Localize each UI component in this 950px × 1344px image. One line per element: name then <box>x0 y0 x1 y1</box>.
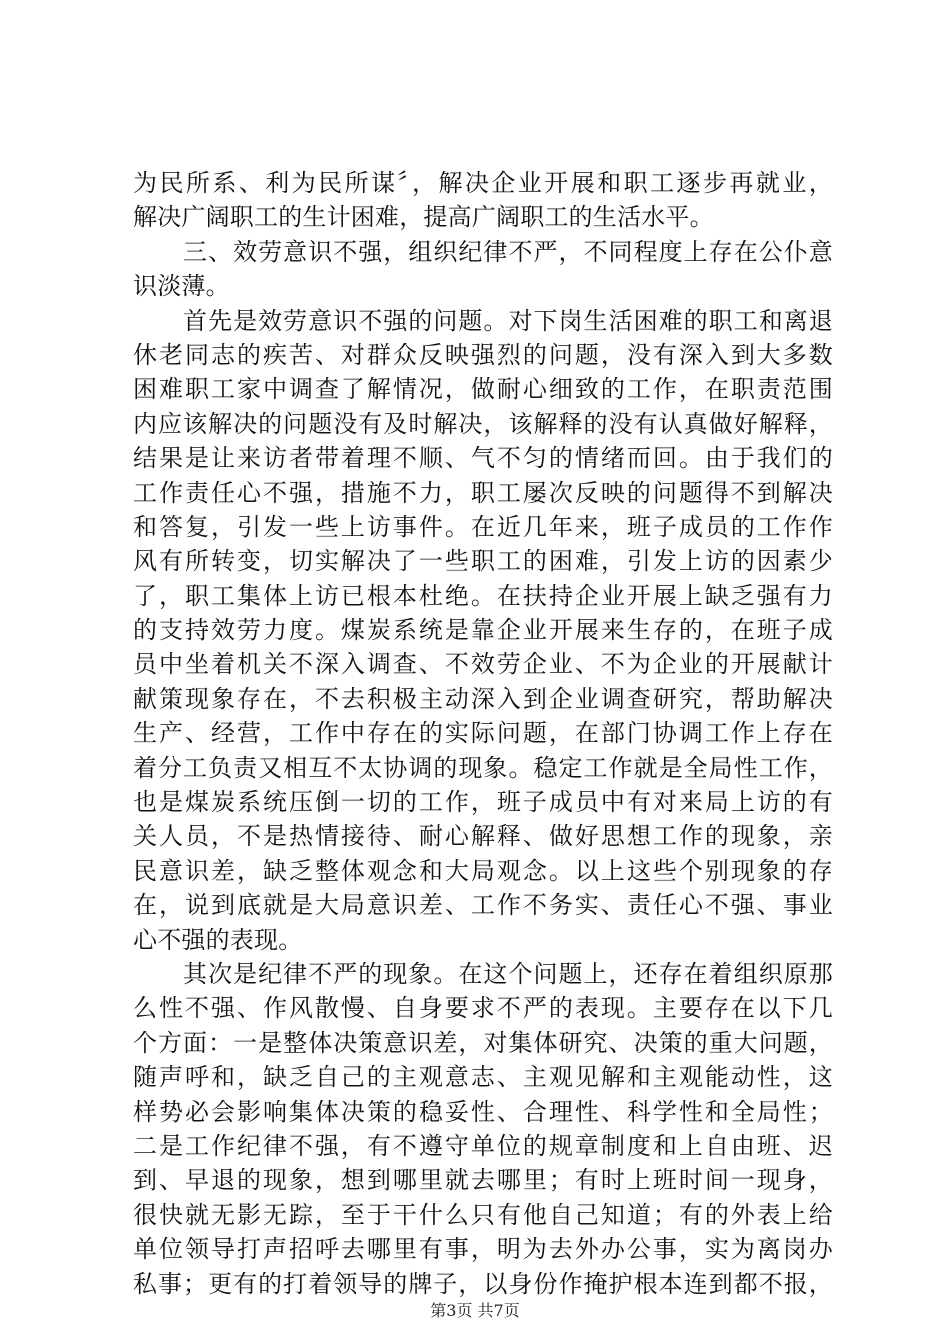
text-line: 其次是纪律不严的现象。在这个问题上，还存在着组织原那 <box>133 959 833 988</box>
text-line: 二是工作纪律不强，有不遵守单位的规章制度和上自由班、迟 <box>133 1131 833 1160</box>
text-line: 工作责任心不强，措施不力，职工屡次反映的问题得不到解决 <box>133 478 833 507</box>
text-line: 员中坐着机关不深入调查、不效劳企业、不为企业的开展献计 <box>133 650 833 679</box>
text-line: 样势必会影响集体决策的稳妥性、合理性、科学性和全局性； <box>133 1097 833 1126</box>
text-line: 在，说到底就是大局意识差、工作不务实、责任心不强、事业 <box>133 891 833 920</box>
text-line: 三、效劳意识不强，组织纪律不严，不同程度上存在公仆意 <box>133 237 833 266</box>
text-line: 着分工负责又相互不太协调的现象。稳定工作就是全局性工作， <box>133 753 833 782</box>
text-line: 了，职工集体上访已根本杜绝。在扶持企业开展上缺乏强有力 <box>133 581 833 610</box>
text-line: 生产、经营，工作中存在的实际问题，在部门协调工作上存在 <box>133 719 833 748</box>
text-line: 随声呼和，缺乏自己的主观意志、主观见解和主观能动性，这 <box>133 1063 833 1092</box>
text-line: 内应该解决的问题没有及时解决，该解释的没有认真做好解释， <box>133 409 833 438</box>
text-line: 关人员，不是热情接待、耐心解释、做好思想工作的现象，亲 <box>133 822 833 851</box>
text-line: 的支持效劳力度。煤炭系统是靠企业开展来生存的，在班子成 <box>133 616 833 645</box>
text-line: 献策现象存在，不去积极主动深入到企业调查研究，帮助解决 <box>133 684 833 713</box>
text-line: 很快就无影无踪，至于干什么只有他自己知道；有的外表上给 <box>133 1200 833 1229</box>
text-line: 心不强的表现。 <box>133 925 303 954</box>
text-line: 风有所转变，切实解决了一些职工的困难，引发上访的因素少 <box>133 547 833 576</box>
text-line: 结果是让来访者带着理不顺、气不匀的情绪而回。由于我们的 <box>133 444 833 473</box>
text-line: 和答复，引发一些上访事件。在近几年来，班子成员的工作作 <box>133 512 833 541</box>
text-line: 民意识差，缺乏整体观念和大局观念。以上这些个别现象的存 <box>133 856 833 885</box>
body-text <box>133 166 833 1301</box>
text-line: 首先是效劳意识不强的问题。对下岗生活困难的职工和离退 <box>133 306 833 335</box>
text-line: 单位领导打声招呼去哪里有事，明为去外办公事，实为离岗办 <box>133 1235 833 1264</box>
text-line: 解决广阔职工的生计困难，提高广阔职工的生活水平。 <box>133 203 714 232</box>
text-line: 到、早退的现象，想到哪里就去哪里；有时上班时间一现身， <box>133 1166 833 1195</box>
text-line: 困难职工家中调查了解情况，做耐心细致的工作，在职责范围 <box>133 375 833 404</box>
text-line: 私事；更有的打着领导的牌子，以身份作掩护根本连到都不报， <box>133 1269 833 1298</box>
page-footer: 第3页 共7页 <box>430 1301 520 1320</box>
text-line: 为民所系、利为民所谋〞，解决企业开展和职工逐步再就业， <box>133 169 833 197</box>
text-line: 识淡薄。 <box>133 272 230 301</box>
text-line: 个方面：一是整体决策意识差，对集体研究、决策的重大问题， <box>133 1028 833 1057</box>
text-line: 么性不强、作风散慢、自身要求不严的表现。主要存在以下几 <box>133 994 833 1023</box>
text-line: 休老同志的疾苦、对群众反映强烈的问题，没有深入到大多数 <box>133 340 833 369</box>
text-line: 也是煤炭系统压倒一切的工作，班子成员中有对来局上访的有 <box>133 788 833 817</box>
